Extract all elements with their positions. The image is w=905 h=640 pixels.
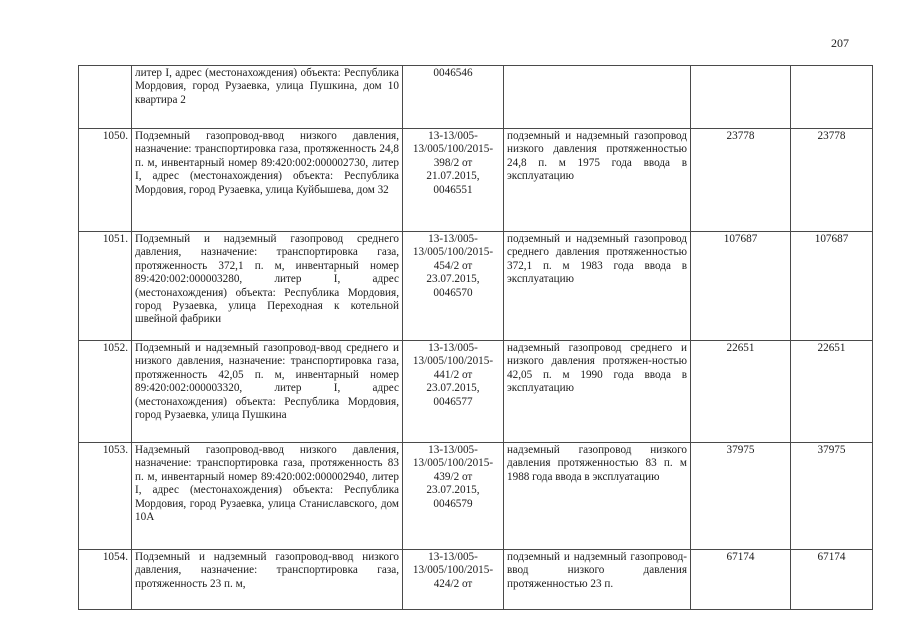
- value-column-2: 37975: [791, 443, 873, 550]
- registration-line: 13-13/005-: [428, 444, 478, 456]
- registration-line: 13/005/100/2015-: [412, 457, 494, 470]
- value-column-2: 23778: [791, 129, 873, 232]
- registration-line: 13-13/005-: [428, 233, 478, 245]
- registration-line: 13/005/100/2015-: [412, 355, 494, 368]
- value-column-2: 67174: [791, 550, 873, 610]
- registration-line: 454/2 от: [433, 259, 473, 272]
- table-row: [79, 550, 873, 610]
- registration-line: 0046546: [433, 67, 473, 79]
- value-column-2: 22651: [791, 341, 873, 443]
- value-column-2: 107687: [791, 232, 873, 341]
- table-row: [79, 66, 873, 129]
- registration-record: [403, 66, 504, 129]
- row-number: 1050.: [79, 129, 132, 232]
- registration-line: 0046570: [433, 286, 473, 299]
- registration-line: 398/2 от: [433, 156, 473, 169]
- table-row: [79, 232, 873, 341]
- object-characteristics: надземный газопровод среднего и низкого давления протяжен-ностью 42,05 п. м 1990 года ввода в эксплуатацию: [504, 341, 691, 443]
- registration-line: 439/2 от: [433, 470, 473, 483]
- value-column-2: [791, 66, 873, 129]
- object-characteristics: подземный и надземный газопровод низкого давления протяженностью 24,8 п. м 1975 года ввода в эксплуатацию: [504, 129, 691, 232]
- table-row: [79, 443, 873, 550]
- table-row: [79, 129, 873, 232]
- registration-record: [403, 550, 504, 610]
- registration-record: [403, 443, 504, 550]
- registration-line: 13/005/100/2015-: [412, 564, 494, 577]
- registration-record: [403, 232, 504, 341]
- row-number: [79, 66, 132, 129]
- object-description: Подземный и надземный газопровод среднего давления, назначение: транспортировка газа, протяженность 372,1 п. м, инвентарный номер 89:420:002:000003280, литер I, адрес (местонахождения) объекта: Республика Мордовия, город Рузаевка, улица Переходная к котельной швейной фабрики: [132, 232, 403, 341]
- registration-line: 424/2 от: [433, 577, 473, 590]
- object-characteristics: [504, 66, 691, 129]
- registration-line: 21.07.2015,: [426, 170, 480, 183]
- registration-line: 23.07.2015,: [426, 382, 480, 395]
- page-number: 207: [831, 36, 849, 50]
- registration-line: 13-13/005-: [428, 130, 478, 142]
- registration-record: [403, 129, 504, 232]
- row-number: 1053.: [79, 443, 132, 550]
- registration-line: 13/005/100/2015-: [412, 246, 494, 259]
- object-characteristics: подземный и надземный газопровод среднего давления протяженностью 372,1 п. м 1983 года ввода в эксплуатацию: [504, 232, 691, 341]
- registration-line: 0046551: [433, 183, 473, 196]
- row-number: 1052.: [79, 341, 132, 443]
- value-column-1: [691, 66, 791, 129]
- value-column-1: 37975: [691, 443, 791, 550]
- object-description: Подземный газопровод-ввод низкого давления, назначение: транспортировка газа, протяженность 24,8 п. м, инвентарный номер 89:420:002:000002730, литер I, адрес (местонахождения) объекта: Республика Мордовия, город Рузаевка, улица Куйбышева, дом 32: [132, 129, 403, 232]
- table-row: [79, 341, 873, 443]
- row-number: 1051.: [79, 232, 132, 341]
- object-characteristics: подземный и надземный газопровод-ввод низкого давления протяженностью 23 п.: [504, 550, 691, 610]
- object-description: Подземный и надземный газопровод-ввод низкого давления, назначение: транспортировка газа, протяженность 23 п. м,: [132, 550, 403, 610]
- registration-record: [403, 341, 504, 443]
- registration-line: 0046579: [433, 497, 473, 510]
- registration-line: 23.07.2015,: [426, 273, 480, 286]
- registration-line: 13-13/005-: [428, 551, 478, 563]
- object-characteristics: надземный газопровод низкого давления протяженностью 83 п. м 1988 года ввода в эксплуатацию: [504, 443, 691, 550]
- registration-line: 0046577: [433, 395, 473, 408]
- registration-line: 13-13/005-: [428, 342, 478, 354]
- property-table: [78, 65, 873, 610]
- value-column-1: 22651: [691, 341, 791, 443]
- object-description: Надземный газопровод-ввод низкого давления, назначение: транспортировка газа, протяженность 83 п. м, инвентарный номер 89:420:002:000002940, литер I, адрес (местонахождения) объекта: Республика Мордовия, город Рузаевка, улица Станиславского, дом 10А: [132, 443, 403, 550]
- object-description: Подземный и надземный газопровод-ввод среднего и низкого давления, назначение: транспортировка газа, протяженность 42,05 п. м, инвентарный номер 89:420:002:000003320, литер I, адрес (местонахождения) объекта: Республика Мордовия, город Рузаевка, улица Пушкина: [132, 341, 403, 443]
- value-column-1: 107687: [691, 232, 791, 341]
- registration-line: 13/005/100/2015-: [412, 143, 494, 156]
- row-number: 1054.: [79, 550, 132, 610]
- registration-line: 441/2 от: [433, 368, 473, 381]
- object-description: литер I, адрес (местонахождения) объекта: Республика Мордовия, город Рузаевка, улица Пушкина, дом 10 квартира 2: [132, 66, 403, 129]
- value-column-1: 67174: [691, 550, 791, 610]
- registration-line: 23.07.2015,: [426, 484, 480, 497]
- value-column-1: 23778: [691, 129, 791, 232]
